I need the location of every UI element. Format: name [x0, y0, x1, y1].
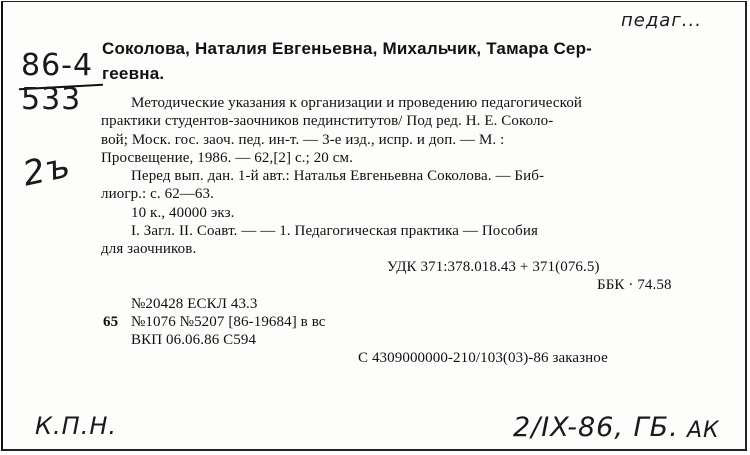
handwritten-bottom-left: К.П.Н. [35, 412, 118, 440]
handwritten-shelf-mark-top: 86-4 [21, 48, 94, 83]
card-body-line-1: Методические указания к организации и проведению педагогической [131, 95, 583, 111]
card-order-code: С 4309000000-210/103(03)-86 заказное [358, 350, 608, 366]
card-registration-prefix: 65 [103, 314, 119, 330]
card-registration-line-2: №1076 №5207 [86-19684] в вс [131, 314, 326, 330]
card-udk: УДК 371:378.018.43 + 371(076.5) [387, 259, 600, 275]
handwritten-top-right-note: педаг... [621, 10, 702, 31]
handwritten-left-scribble: 2ъ [19, 145, 75, 195]
card-note-line-2: лиогр.: с. 62—63. [101, 186, 214, 202]
card-body-line-3: вой; Моск. гос. заоч. пед. ин-т. — 3-е изд., испр. и доп. — М. : [101, 132, 505, 148]
card-bbk: ББК · 74.58 [597, 277, 672, 293]
card-registration-line-3: ВКП 06.06.86 С594 [131, 332, 257, 348]
card-body-line-2: практики студентов-заочников пединститутов/ Под ред. Н. Е. Соколо- [101, 113, 554, 129]
card-heading-line2: геевна. [102, 64, 165, 83]
handwritten-bottom-right-date: 2/IX-86, ГБ. [513, 412, 679, 443]
card-heading-line1: Соколова, Наталия Евгеньевна, Михальчик, Тамара Сер- [102, 39, 593, 58]
card-body-line-4: Просвещение, 1986. — 62,[2] с.; 20 см. [101, 150, 353, 166]
card-tracings-line-2: для заочников. [101, 241, 197, 257]
catalog-card [1, 1, 747, 451]
handwritten-shelf-mark-bottom: 533 [21, 82, 82, 117]
card-note-line-1: Перед вып. дан. 1-й авт.: Наталья Евгеньевна Соколова. — Биб- [131, 168, 545, 184]
card-copies: 10 к., 40000 экз. [131, 205, 235, 221]
handwritten-bottom-right-initials: АК [687, 418, 720, 443]
card-tracings-line-1: I. Загл. II. Соавт. — — 1. Педагогическая практика — Пособия [131, 223, 538, 239]
card-registration-line-1: №20428 ЕСКЛ 43.3 [131, 296, 258, 312]
